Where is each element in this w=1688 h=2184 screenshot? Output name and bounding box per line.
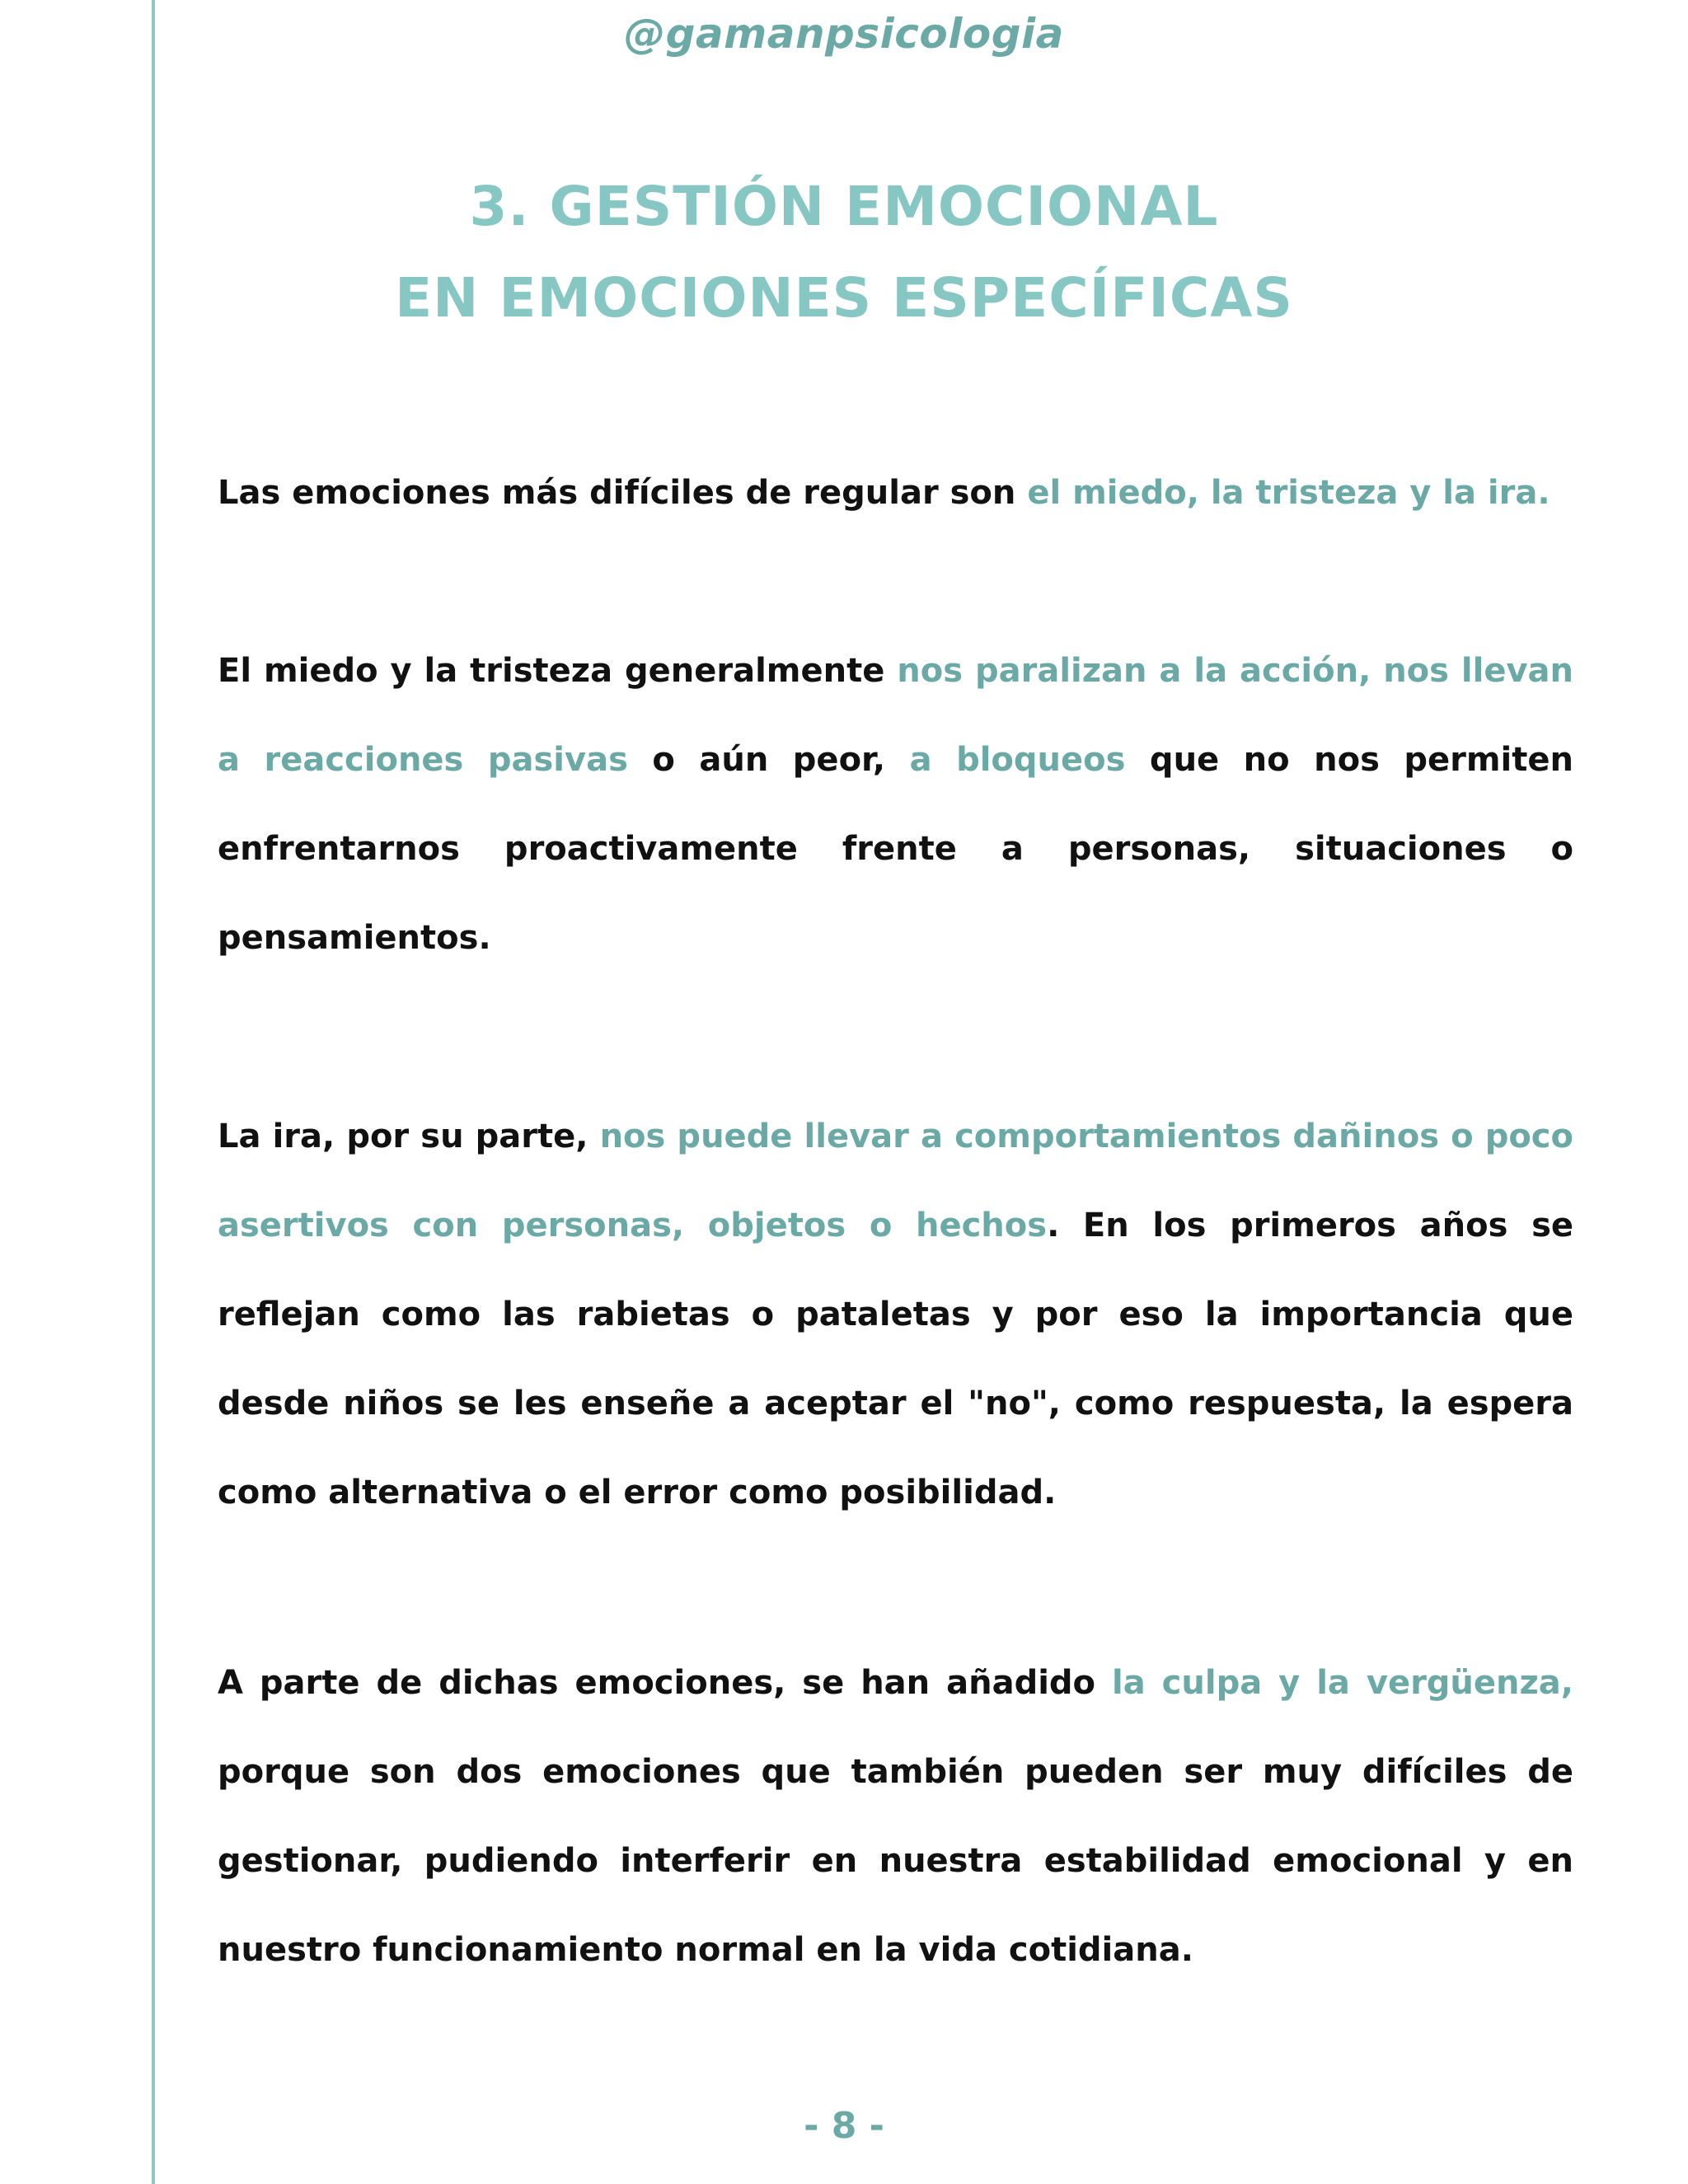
section-title-line-1: 3. GESTIÓN EMOCIONAL <box>469 175 1219 238</box>
section-title-line-2: EN EMOCIONES ESPECÍFICAS <box>395 266 1293 330</box>
paragraph-1 <box>218 448 1573 537</box>
paragraph-4 <box>218 1638 1573 1994</box>
paragraph-4-highlight: la culpa y la vergüenza, <box>1112 1664 1573 1702</box>
paragraph-1-highlight: el miedo, la tristeza y la ira. <box>1027 474 1550 512</box>
paragraph-4-text-1: A parte de dichas emociones, se han añadido <box>218 1664 1112 1702</box>
paragraph-1-text: Las emociones más difíciles de regular son <box>218 474 1028 512</box>
paragraph-2-text-1: El miedo y la tristeza generalmente <box>218 652 898 690</box>
paragraph-2-highlight-2: a bloqueos <box>909 741 1126 779</box>
paragraph-3-highlight: nos puede llevar a comportamientos dañinos o poco asertivos con personas, objetos o hechos <box>218 1118 1573 1244</box>
paragraph-3-text-2: . En los primeros años se reflejan como las rabietas o pataletas y por eso la importancia que desde niños se les enseñe a aceptar el "no", como respuesta, la espera como alternativa o el error como posibilidad. <box>218 1207 1574 1511</box>
page-number: - 8 - <box>804 2105 884 2147</box>
paragraph-2-text-3: que no nos permiten enfrentarnos proactivamente frente a personas, situaciones o pensamientos. <box>218 741 1573 957</box>
paragraph-2 <box>218 626 1573 982</box>
paragraph-3-text-1: La ira, por su parte, <box>218 1118 600 1155</box>
social-handle: @gamanpsicologia <box>624 10 1064 58</box>
paragraph-4-text-2: porque son dos emociones que también pueden ser muy difíciles de gestionar, pudiendo interferir en nuestra estabilidad emocional y en nuestro funcionamiento normal en la vida cotidiana. <box>218 1753 1573 1969</box>
paragraph-2-highlight-1: nos paralizan a la acción, nos llevan a reacciones pasivas <box>218 652 1573 779</box>
paragraph-2-text-2: o aún peor, <box>627 741 910 779</box>
paragraph-3 <box>218 1092 1573 1537</box>
